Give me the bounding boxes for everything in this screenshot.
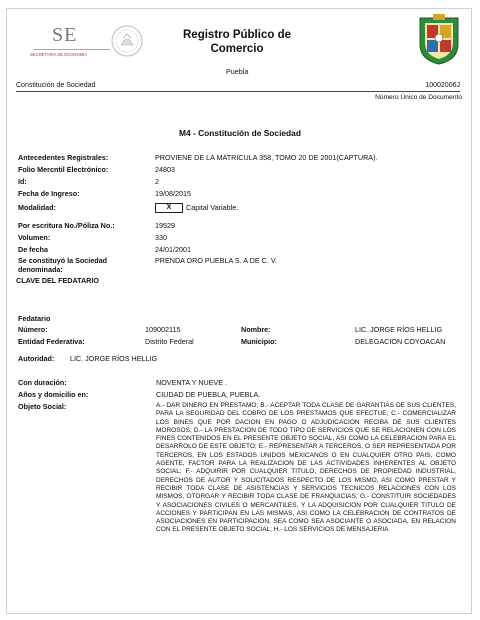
document-type-bar xyxy=(16,80,460,92)
domicilio-label: Años y domicilio en: xyxy=(18,390,89,399)
volumen-label: Volumen: xyxy=(18,233,51,242)
registry-title-line2: Comercio xyxy=(210,43,264,55)
de-fecha-value: 24/01/2001 xyxy=(155,245,191,254)
id-value: 2 xyxy=(155,177,159,186)
document-number: 10002006J xyxy=(425,82,460,89)
sociedad-label-1: Se constituyó la Sociedad xyxy=(18,256,108,265)
escritura-value: 19529 xyxy=(155,221,175,230)
folio-value: 24803 xyxy=(155,165,175,174)
fecha-ingreso-label: Fecha de Ingreso: xyxy=(18,189,80,198)
autoridad-value: LIC. JORGE RÍOS HELLIG xyxy=(70,354,158,363)
antecedentes-value: PROVIENE DE LA MATRICULA 358, TOMO 20 DE 2001(CAPTURA). xyxy=(155,153,378,162)
domicilio-value: CIUDAD DE PUEBLA, PUEBLA. xyxy=(156,390,261,399)
entidad-label: Entidad Federativa: xyxy=(18,337,85,346)
fedatario-section-label: Fedatario xyxy=(18,314,51,323)
modalidad-label: Modalidad: xyxy=(18,203,56,212)
municipio-value: DELEGACION COYOACAN xyxy=(355,337,446,346)
id-label: Id: xyxy=(18,177,27,186)
registry-title xyxy=(166,28,308,56)
fedatario-numero-value: 109002115 xyxy=(145,325,181,334)
objeto-label: Objeto Social: xyxy=(18,402,67,411)
de-fecha-label: De fecha xyxy=(18,245,48,254)
mexican-seal-icon xyxy=(110,24,144,58)
fedatario-nombre-value: LIC. JORGE RÍOS HELLIG xyxy=(355,325,443,334)
se-logo xyxy=(22,20,114,60)
clave-fedatario-label: CLAVE DEL FEDATARIO xyxy=(16,276,99,285)
sociedad-value: PRENDA ORO PUEBLA S. A DE C. V. xyxy=(155,256,277,265)
modalidad-checkbox: X xyxy=(155,203,183,213)
document-number-label: Número Único de Documento xyxy=(375,94,462,101)
duracion-value: NOVENTA Y NUEVE . xyxy=(156,378,228,387)
entidad-value: Distrito Federal xyxy=(145,337,194,346)
form-title: M4 - Constitución de Sociedad xyxy=(179,128,301,138)
folio-label: Folio Mercntil Electrónico: xyxy=(18,165,109,174)
puebla-coat-icon xyxy=(418,14,460,66)
objeto-value: A.- DAR DINERO EN PRESTAMO; B.- ACEPTAR TODA CLASE DE GARANTIAS DE SUS CLIENTES, PARA LA SEGURIDAD DEL COBRO DE LOS PRESTAMOS QUE EFECTUE; C.- COMERCIALIZAR LOS BINES QUE POR DACION EN PAGO O ADJUDICACION RECIBA DE SUS CLIENTES MOROSOS; D.- LA PRESTACION DE TODO TIPO DE SERVICIOS QUE SE RELACIONEN CON LOS FINES CONTENIDOS EN EL PRESENTE OBJETO SOCIAL, ASI COMO LA CELEBRACION PARA EL DESARROLO DE ESTE OBJETO; E.- REPRESENTAR A TERCEROS, O SER REPRESENTADA POR TERCEROS, EN LOS ESTADOS UNIDOS MEXICANOS O EN CUALQUIER OTRO PAIS, COMO AGENTE, FACTOR PARA LA REALIZACION DE LAS ACTIVIDADES INHERENTES AL OBJETO SOCIAL; F.- ADQUIRIR POR CUALQUIER TITULO, DERECHOS DE PROPIEDAD INDUSTRIAL, DERECHOS DE AUTOR Y SOLICITADOS RESPECTO DE LOS MISMO, ASI COMO PRESTAR Y RECIBIR TODA CLASE DE ASISTENCIAS Y SERVICIOS TECNICOS RELACIONES CON LOS MISMOS, OTORGAR Y RECIBIR TODA CLASE DE FRANQUICIAS; G.- CONSTITUIR SOCIEDADES Y ASOCIACIONES CIVILES O MERCANTILES, Y LA ADQUISICION POR CUALQUIER TITULO DE ACCIONES Y PARTICIPAN EN LAS MISMAS, ASI COMO LA CELEBRACION DE CONTRATOS DE ASOCIACIONES EN PARTICIPACION, SEA COMO SEA ASOCIANTE O ASOCIADA, EN RELACION CON EL PRESENTE OBJETO SOCIAL; H.- LOS SERVICIOS DE MENSAJERIA xyxy=(156,402,456,534)
municipio-label: Municipio: xyxy=(241,337,277,346)
modalidad-value: Capital Variable. xyxy=(186,203,239,212)
fedatario-numero-label: Número: xyxy=(18,325,48,334)
autoridad-label: Autoridad: xyxy=(18,354,55,363)
duracion-label: Con duración: xyxy=(18,378,67,387)
registry-city: Puebla xyxy=(226,67,249,76)
escritura-label: Por escritura No./Póliza No.: xyxy=(18,221,115,230)
se-logo-subtitle: SECRETARÍA DE ECONOMÍA xyxy=(30,52,88,57)
registry-title-line1: Registro Público de xyxy=(183,29,291,41)
document-type: Constitución de Sociedad xyxy=(16,82,96,89)
fecha-ingreso-value: 19/08/2015 xyxy=(155,189,191,198)
antecedentes-label: Antecedentes Registrales: xyxy=(18,153,109,162)
fedatario-nombre-label: Nombre: xyxy=(241,325,271,334)
sociedad-label-2: denominada: xyxy=(18,265,63,274)
se-logo-letters: SE xyxy=(52,24,78,46)
volumen-value: 330 xyxy=(155,233,167,242)
